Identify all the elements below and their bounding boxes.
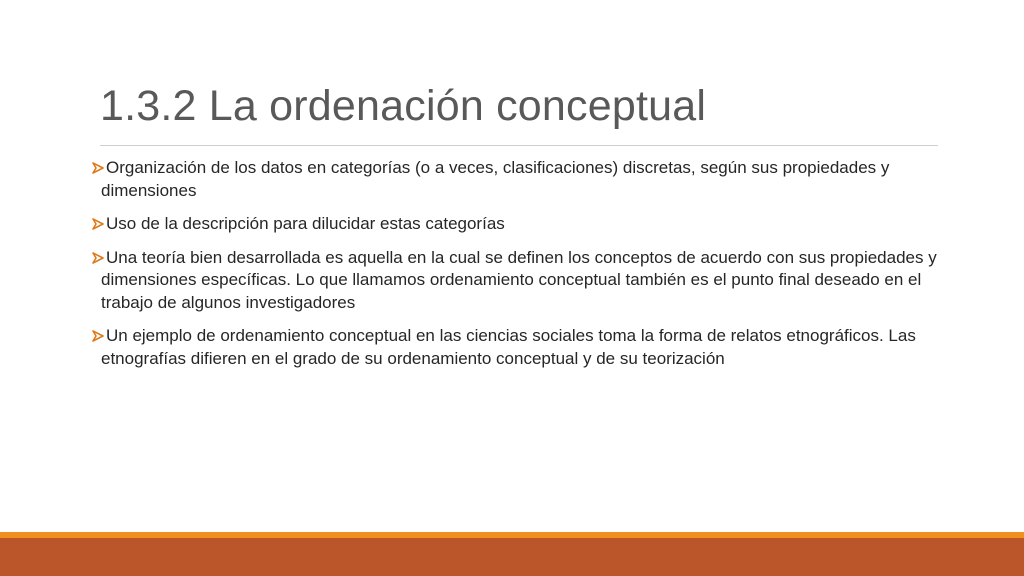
bullet-text: Una teoría bien desarrollada es aquella en la cual se definen los conceptos de acuerdo con sus propiedades y dimensiones específicas. Lo que llamamos ordenamiento conceptual también es el punto final deseado en el trabajo de algunos investigadores <box>101 247 937 312</box>
arrowhead-bullet-icon <box>92 325 106 342</box>
arrowhead-bullet-icon <box>92 157 106 174</box>
arrowhead-bullet-icon <box>92 213 106 230</box>
title-divider <box>100 145 938 146</box>
arrowhead-bullet-icon <box>92 247 106 264</box>
bullet-item <box>92 213 942 236</box>
bullet-text: Uso de la descripción para dilucidar estas categorías <box>106 214 505 233</box>
bullet-text: Organización de los datos en categorías (o a veces, clasificaciones) discretas, según sus propiedades y dimensiones <box>101 158 890 200</box>
bullet-list <box>92 157 942 381</box>
footer-bar <box>0 538 1024 576</box>
bullet-text: Un ejemplo de ordenamiento conceptual en las ciencias sociales toma la forma de relatos etnográficos. Las etnografías difieren en el grado de su ordenamiento conceptual y de su teorización <box>101 326 916 368</box>
bullet-item <box>92 157 942 202</box>
slide-title: 1.3.2 La ordenación conceptual <box>100 82 707 130</box>
bullet-item <box>92 247 942 315</box>
bullet-item <box>92 325 942 370</box>
